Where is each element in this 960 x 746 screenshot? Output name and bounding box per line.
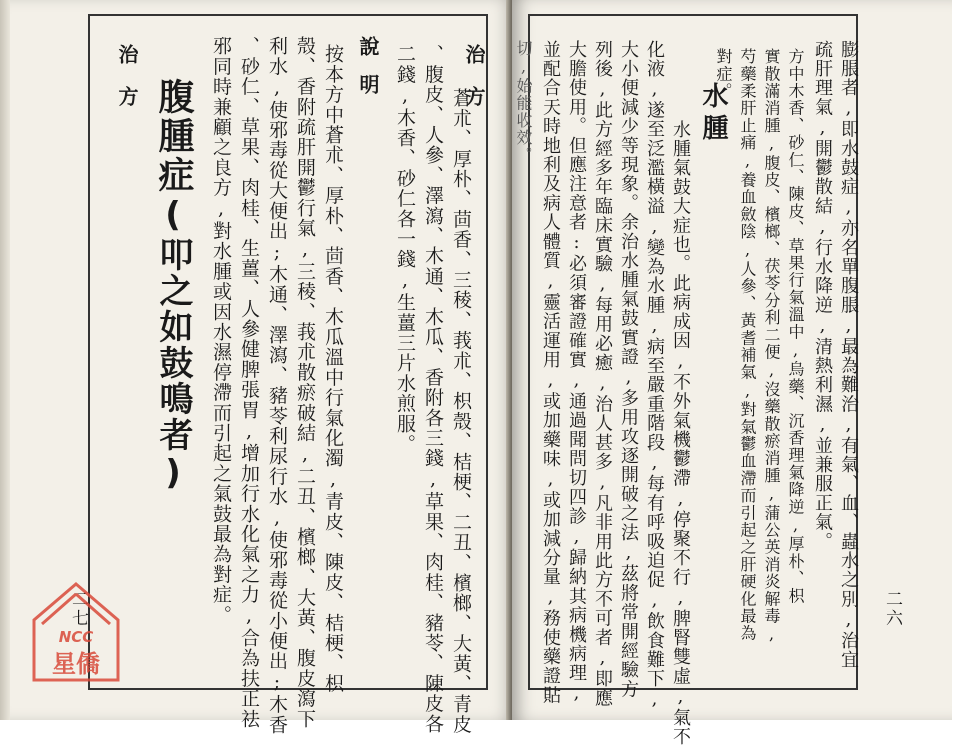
explanation-label: 說明 [356,36,380,112]
right-page-number: 二六 [882,590,902,628]
chapter-title [153,78,194,495]
right-col-4: 實散滿消腫,腹皮、檳榔、茯苓分利二便,沒藥散瘀消腫,蒲公英消炎解毒, [762,48,781,645]
formula-col-1: 蒼朮、厚朴、茴香、三稜、莪朮、枳殼、桔梗、二丑、檳榔、大黃、青皮 [450,88,472,735]
right-col-1: 膨脹者,即水鼓症,亦名單腹脹,最為難治,有氣、血、蟲水之別,治宜 [838,40,859,670]
watermark-main-text: 星僑 [52,650,100,678]
formula-col-2: 、腹皮、人參、澤瀉、木通、木瓜、香附各三錢,草果、肉桂、豬苓、陳皮各 [422,44,444,734]
right-col-6: 對症。 [714,48,733,100]
right-col-8: 化液,遂至泛濫橫溢,變為水腫,病至嚴重階段,每有呼吸迫促,飲食難下, [644,40,665,711]
right-col-13: 切,始能收效。 [514,40,533,164]
right-col-7: 水腫氣鼓大症也。此病成因,不外氣機鬱滯,停聚不行,脾腎雙虛,氣不 [670,120,691,746]
right-col-9: 大小便減少等現象。余治水腫氣鼓實證,多用攻逐開破之法,茲將常開經驗方 [618,40,639,699]
right-col-5: 芍藥柔肝止痛,養血斂陰,人參、黃耆補氣,對氣鬱血滯而引起之肝硬化最為 [738,48,757,642]
explanation-col-5: 邪同時兼顧之良方,對水腫或因水濕停滯而引起之氣鼓最為對症。 [210,36,232,625]
explanation-col-3: 利水,使邪毒從大便出;木通、澤瀉、豬苓利尿行水,使邪毒從小便出;木香 [266,36,288,735]
formula-col-3: 二錢,木香、砂仁各一錢,生薑三片水煎服。 [394,44,416,454]
right-col-2: 疏肝理氣,開鬱散結,行水降逆,清熱利濕,並兼服正氣。 [812,40,833,552]
watermark-ncc-text: NCC [58,628,94,646]
explanation-col-2: 殼、香附疏肝開鬱行氣,三稜、莪朮散瘀破結,二丑、檳榔、大黃、腹皮瀉下 [294,36,316,729]
left-page-number: 二七 [68,590,88,628]
section-title: 水腫 [698,82,728,146]
explanation-col-4: 、砂仁、草果、肉桂、生薑、人參健脾張胃,增加行水化氣之力,合為扶正祛 [238,36,260,729]
chapter-title-main: 腹腫症 [153,78,194,195]
left-formula-label-bottom: 治方 [115,44,139,128]
right-col-10: 列後,此方經多年臨床實驗,每用必癒,治人甚多,凡非用此方不可者,即應 [592,40,613,708]
right-col-11: 大膽使用。但應注意者:必須審證確實,通過聞問切四診,歸納其病機病理, [566,40,587,705]
explanation-col-1: 按本方中蒼朮、厚朴、茴香、木瓜溫中行氣化濁,青皮、陳皮、桔梗、枳 [322,44,344,694]
chapter-title-subtitle: (叩之如鼓鳴者) [153,195,193,495]
left-treatment-label: 治方 [462,44,486,128]
right-col-12: 並配合天時地利及病人體質,靈活運用,或加藥味,或加減分量,務使藥證貼 [540,40,561,705]
ncc-watermark-stamp [28,580,124,684]
right-col-3: 方中木香、砂仁、陳皮、草果行氣溫中,烏藥、沉香理氣降逆,厚朴、枳 [786,48,805,605]
